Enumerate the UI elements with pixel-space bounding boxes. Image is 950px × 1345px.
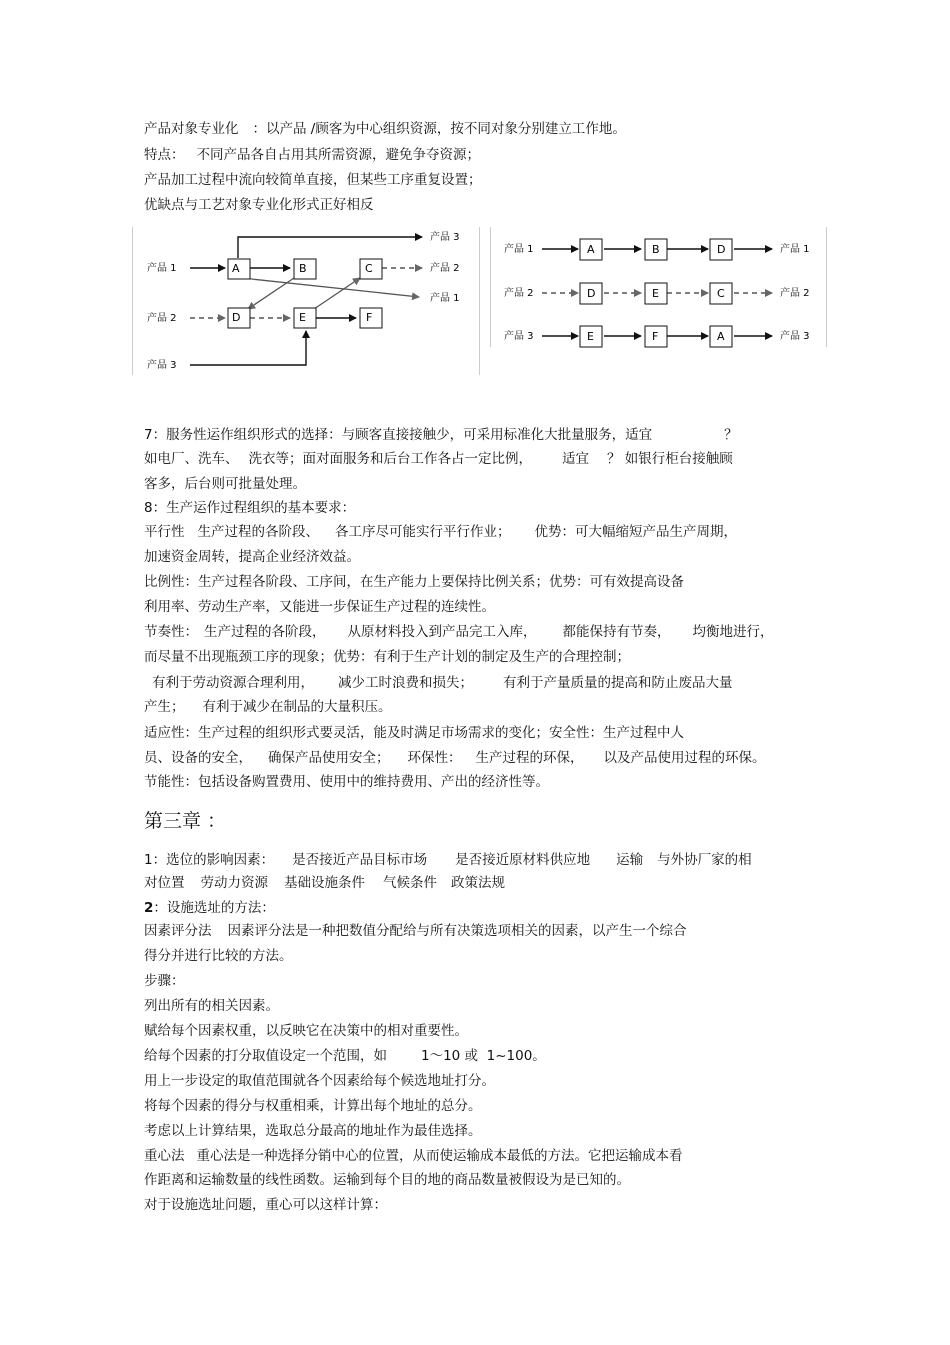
text-run: 以及产品使用过程的环保。 — [603, 750, 766, 766]
product-layout-diagram — [490, 227, 830, 351]
node-label: C — [365, 262, 373, 275]
process-layout-diagram — [132, 227, 482, 379]
text-run: 员、设备的安全， — [144, 750, 252, 766]
text-run: 2 — [144, 900, 154, 916]
intro-line-3: 产品加工过程中流向较简单直接，但某些工序重复设置； — [144, 172, 482, 188]
s8-energy: 节能性：包括设备购置费用、使用中的维持费用、产出的经济性等。 — [144, 774, 549, 790]
input-label: 产品 1 — [147, 263, 177, 274]
intro-line-1 — [144, 119, 626, 139]
features-text: 不同产品各自占用其所需资源，避免争夺资源； — [196, 147, 480, 163]
s7-line-3: 客多，后台则可批量处理。 — [144, 476, 306, 492]
c3-factor-line-1 — [144, 921, 687, 941]
c3-s1-line-1 — [144, 850, 752, 870]
text-run: 有利于产量质量的提高和防止废品大量 — [503, 675, 733, 691]
text-run: 从原材料投入到产品完工入库， — [347, 624, 537, 640]
output-label: 产品 1 — [780, 244, 810, 255]
station-label: D — [587, 287, 596, 300]
text-run: 政策法规 — [451, 875, 505, 891]
input-label: 产品 3 — [147, 360, 177, 371]
output-label: 产品 2 — [780, 288, 810, 299]
input-label: 产品 2 — [147, 313, 177, 324]
text-run: 适宜 — [562, 451, 589, 467]
station-label: A — [587, 243, 595, 256]
text-run: 重心法 — [144, 1148, 185, 1164]
text-run: 1～10 或 1~100。 — [421, 1048, 546, 1064]
station-label: A — [717, 330, 725, 343]
text-run: 洗衣等；面对面服务和后台工作各占一定比例， — [248, 451, 532, 467]
c3-step: 赋给每个因素权重，以反映它在决策中的相对重要性。 — [144, 1023, 468, 1039]
text-run: 确保产品使用安全； — [268, 750, 390, 766]
input-label: 产品 1 — [504, 244, 534, 255]
text-run: 与外协厂家的相 — [657, 852, 752, 868]
text-run: 平行性 — [144, 524, 185, 540]
text-run: 有利于劳动资源合理利用， — [152, 675, 314, 691]
flow-arrow — [190, 331, 306, 365]
node-label: D — [232, 311, 241, 324]
text-run: 有利于减少在制品的大量积压。 — [202, 699, 392, 715]
text-run: 生产过程的各阶段、 — [197, 524, 319, 540]
text-run: 气候条件 — [383, 875, 437, 891]
c3-step: 列出所有的相关因素。 — [144, 998, 279, 1014]
text-run: 基础设施条件 — [284, 875, 365, 891]
station-label: E — [652, 287, 659, 300]
node-label: B — [299, 262, 307, 275]
text-run: 是否接近产品目标市场 — [292, 852, 428, 868]
c3-steps-label: 步骤： — [144, 973, 185, 989]
output-label: 产品 3 — [780, 331, 810, 342]
text-run: 给每个因素的打分取值设定一个范围，如 — [144, 1048, 387, 1064]
c3-s2-title — [144, 898, 275, 918]
text-run: 重心法是一种选择分销中心的位置，从而使运输成本最低的方法。它把运输成本看 — [196, 1148, 683, 1164]
station-label: C — [717, 287, 725, 300]
definition-text: ：以产品 /顾客为中心组织资源，按不同对象分别建立工作地。 — [252, 121, 626, 137]
text-run: 因素评分法是一种把数值分配给与所有决策选项相关的因素，以产生一个综合 — [227, 923, 687, 939]
c3-step: 考虑以上计算结果，选取总分最高的地址作为最佳选择。 — [144, 1123, 482, 1139]
text-run: 7：服务性运作组织形式的选择：与顾客直接接触少，可采用标准化大批量服务，适宜 — [144, 427, 653, 443]
text-run: 生产过程的各阶段， — [204, 624, 326, 640]
input-label: 产品 2 — [504, 288, 534, 299]
output-label: 产品 3 — [430, 232, 460, 243]
node-label: A — [232, 262, 240, 275]
text-run: ：设施选址的方法： — [153, 900, 275, 916]
station-label: D — [717, 243, 726, 256]
output-label: 产品 2 — [430, 263, 460, 274]
flow-arrow — [314, 278, 360, 309]
c3-step: 将每个因素的得分与权重相乘，计算出每个地址的总分。 — [144, 1098, 482, 1114]
text-run: 环保性： — [407, 750, 462, 766]
output-label: 产品 1 — [430, 293, 460, 304]
s7-line-2 — [144, 449, 733, 469]
text-run: 优势：可大幅缩短产品生产周期， — [534, 524, 737, 540]
text-run: 1：选位的影响因素： — [144, 852, 275, 868]
text-run: 生产过程的环保， — [475, 750, 584, 766]
flow-arrow — [238, 237, 422, 258]
text-run: 各工序尽可能实行平行作业； — [335, 524, 511, 540]
c3-factor-line-2: 得分并进行比较的方法。 — [144, 948, 293, 964]
term-product-specialization: 产品对象专业化 — [144, 121, 239, 137]
node-label: E — [299, 311, 306, 324]
s8-rhythm — [144, 622, 774, 642]
text-run: 是否接近原材料供应地 — [455, 852, 591, 868]
flow-arrow — [242, 278, 419, 297]
text-run: ？ 如银行柜台接触顾 — [607, 451, 733, 467]
c3-gravity-line-1 — [144, 1146, 683, 1166]
s8-line — [144, 673, 733, 693]
s8-proportion: 比例性：生产过程各阶段、工序间，在生产能力上要保持比例关系；优势：可有效提高设备 — [144, 574, 684, 590]
node-label: F — [366, 311, 373, 324]
text-run: 节奏性： — [144, 624, 198, 640]
text-run: 劳动力资源 — [200, 875, 268, 891]
c3-gravity-line-3: 对于设施选址问题，重心可以这样计算： — [144, 1197, 387, 1213]
s8-line: 利用率、劳动生产率，又能进一步保证生产过程的连续性。 — [144, 599, 495, 615]
text-run: 减少工时浪费和损失； — [338, 675, 473, 691]
text-run: 运输 — [616, 852, 644, 868]
s8-line — [144, 697, 392, 717]
s8-parallel — [144, 522, 737, 542]
text-run: 对位置 — [144, 875, 185, 891]
text-run: 都能保持有节奏， — [562, 624, 671, 640]
station-label: F — [652, 330, 659, 343]
text-run: 均衡地进行， — [692, 624, 774, 640]
c3-step — [144, 1046, 546, 1066]
features-label: 特点： — [144, 147, 185, 163]
intro-line-2 — [144, 145, 480, 165]
c3-s1-line-2 — [144, 873, 505, 893]
text-run: ？ — [724, 427, 738, 443]
s8-title: 8：生产运作过程组织的基本要求： — [144, 500, 356, 516]
text-run: 因素评分法 — [144, 923, 212, 939]
s8-line: 而尽量不出现瓶颈工序的现象；优势：有利于生产计划的制定及生产的合理控制； — [144, 649, 630, 665]
text-run: 产生； — [144, 699, 185, 715]
chapter-heading: 第三章 ： — [144, 810, 227, 832]
text-run: 如电厂、洗车、 — [144, 451, 239, 467]
s7-line-1 — [144, 425, 738, 445]
s8-line — [144, 748, 766, 768]
c3-step: 用上一步设定的取值范围就各个因素给每个候选地址打分。 — [144, 1073, 495, 1089]
station-label: B — [652, 243, 660, 256]
s8-adaptability: 适应性：生产过程的组织形式要灵活，能及时满足市场需求的变化；安全性：生产过程中人 — [144, 725, 684, 741]
intro-line-4: 优缺点与工艺对象专业化形式正好相反 — [144, 197, 374, 213]
input-label: 产品 3 — [504, 331, 534, 342]
s8-line: 加速资金周转，提高企业经济效益。 — [144, 549, 360, 565]
c3-gravity-line-2: 作距离和运输数量的线性函数。运输到每个目的地的商品数量被假设为是已知的。 — [144, 1172, 630, 1188]
station-label: E — [587, 330, 594, 343]
